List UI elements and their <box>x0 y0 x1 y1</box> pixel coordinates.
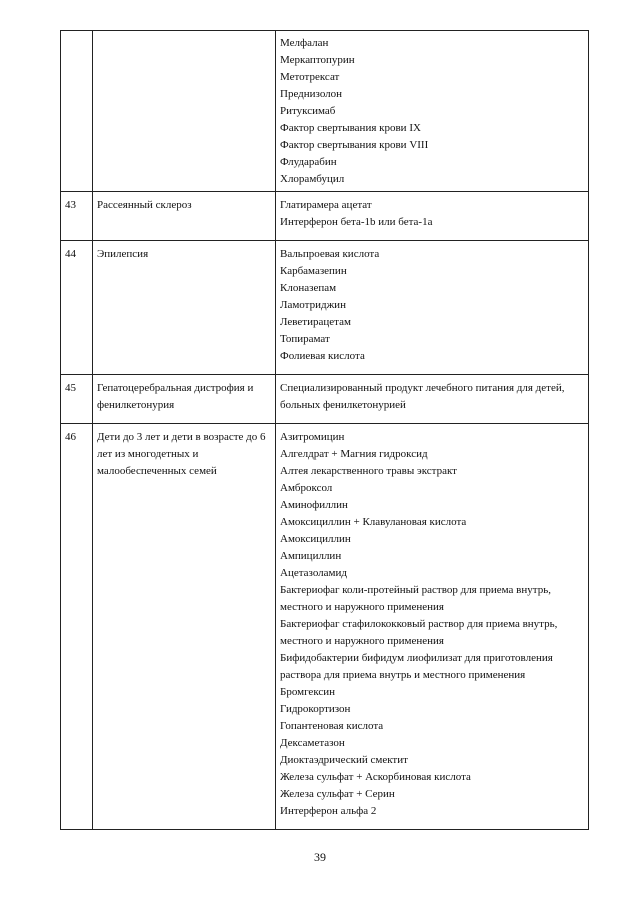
drug-list <box>276 31 589 192</box>
drug-item: Алгелдрат + Магния гидроксид <box>280 448 428 460</box>
drug-item: Интерферон альфа 2 <box>280 805 377 817</box>
drug-item: Клоназепам <box>280 282 337 294</box>
drug-item: Амоксициллин + Клавулановая кислота <box>280 516 467 528</box>
row-number: 43 <box>61 192 93 241</box>
drug-item: Вальпроевая кислота <box>280 248 380 260</box>
row-number: 45 <box>61 375 93 424</box>
drug-item: Дексаметазон <box>280 737 345 749</box>
row-number <box>61 31 93 192</box>
drug-item: Специализированный продукт лечебного питания для детей, больных фенилкетонурией <box>280 382 565 411</box>
drug-item: Мелфалан <box>280 37 329 49</box>
condition-name: Эпилепсия <box>93 241 276 375</box>
page-number: 39 <box>314 850 326 864</box>
drug-item: Аминофиллин <box>280 499 348 511</box>
drug-item: Диоктаэдрический смектит <box>280 754 408 766</box>
drug-item: Метотрексат <box>280 71 340 83</box>
table-body <box>61 31 589 830</box>
drug-item: Интерферон бета-1b или бета-1a <box>280 216 433 228</box>
drug-item: Фактор свертывания крови IX <box>280 122 421 134</box>
table-row <box>61 424 589 830</box>
drug-item: Глатирамера ацетат <box>280 199 372 211</box>
table-row <box>61 375 589 424</box>
drug-item: Ламотриджин <box>280 299 346 311</box>
drug-item: Железа сульфат + Серин <box>280 788 395 800</box>
drug-item: Флударабин <box>280 156 337 168</box>
drug-item: Топирамат <box>280 333 330 345</box>
drug-item: Леветирацетам <box>280 316 351 328</box>
drug-list <box>276 241 589 375</box>
disease-drug-table <box>60 30 589 830</box>
table-row <box>61 31 589 192</box>
drug-item: Гидрокортизон <box>280 703 351 715</box>
drug-item: Бактериофаг коли-протейный раствор для приема внутрь, местного и наружного применения <box>280 584 551 613</box>
table-row <box>61 241 589 375</box>
drug-item: Ацетазоламид <box>280 567 347 579</box>
drug-item: Хлорамбуцил <box>280 173 345 185</box>
drug-list <box>276 375 589 424</box>
drug-item: Амоксициллин <box>280 533 351 545</box>
drug-item: Ампициллин <box>280 550 342 562</box>
drug-item: Бифидобактерии бифидум лиофилизат для приготовления раствора для приема внутрь и местного применения <box>280 652 553 681</box>
condition-name <box>93 31 276 192</box>
drug-item: Алтея лекарственного травы экстракт <box>280 465 457 477</box>
drug-item: Меркаптопурин <box>280 54 355 66</box>
drug-item: Гопантеновая кислота <box>280 720 384 732</box>
drug-item: Азитромицин <box>280 431 345 443</box>
drug-list <box>276 424 589 830</box>
drug-item: Амброксол <box>280 482 333 494</box>
row-number: 46 <box>61 424 93 830</box>
row-number: 44 <box>61 241 93 375</box>
drug-item: Железа сульфат + Аскорбиновая кислота <box>280 771 471 783</box>
drug-item: Ритуксимаб <box>280 105 336 117</box>
drug-item: Фактор свертывания крови VIII <box>280 139 429 151</box>
condition-name: Дети до 3 лет и дети в возрасте до 6 лет из многодетных и малообеспеченных семей <box>93 424 276 830</box>
condition-name: Гепатоцеребральная дистрофия и фенилкетонурия <box>93 375 276 424</box>
table-row <box>61 192 589 241</box>
condition-name: Рассеянный склероз <box>93 192 276 241</box>
drug-item: Карбамазепин <box>280 265 347 277</box>
drug-item: Преднизолон <box>280 88 343 100</box>
drug-list <box>276 192 589 241</box>
drug-item: Фолиевая кислота <box>280 350 365 362</box>
drug-item: Бромгексин <box>280 686 336 698</box>
drug-item: Бактериофаг стафилококковый раствор для приема внутрь, местного и наружного применения <box>280 618 558 647</box>
